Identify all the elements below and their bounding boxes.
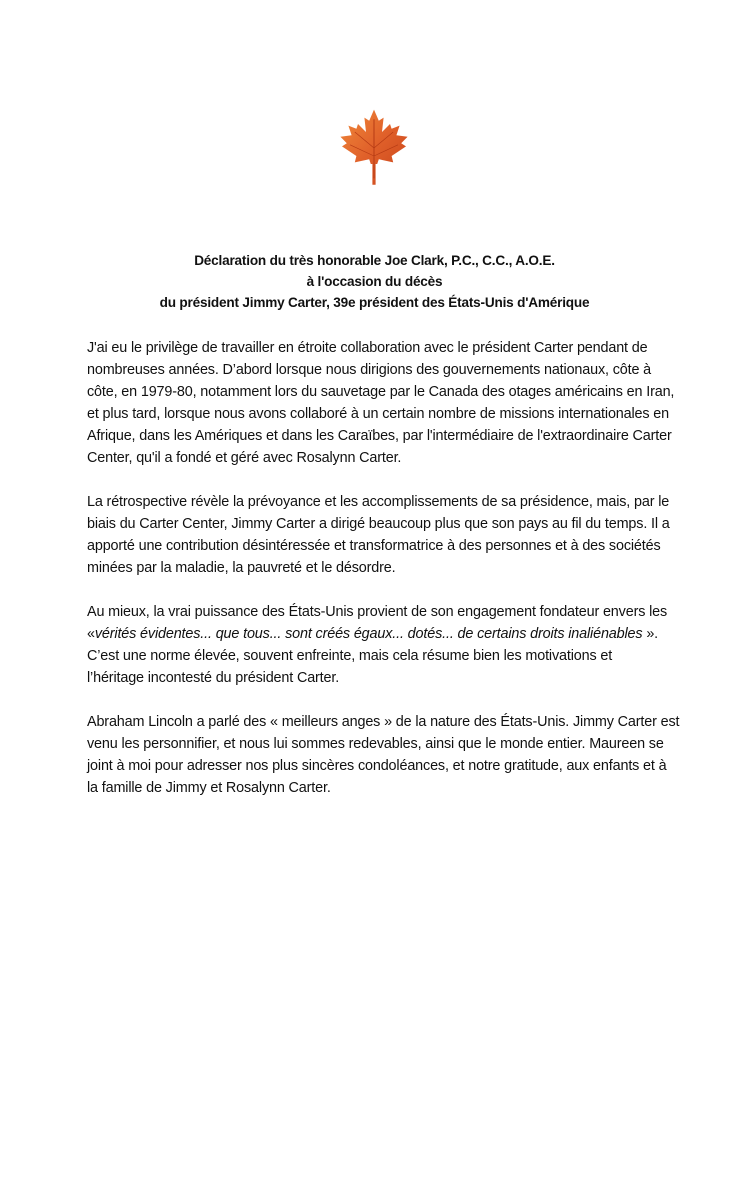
declaration-title [0,250,749,313]
paragraph-line: minées par la maladie, la pauvreté et le désordre. [87,560,396,576]
paragraph-line: joint à moi pour adresser nos plus sincères condoléances, et notre gratitude, aux enfants et à [87,758,667,774]
paragraph-line: J'ai eu le privilège de travailler en étroite collaboration avec le président Carter pendant de [87,340,648,356]
title-line-2: à l'occasion du décès [306,274,443,289]
paragraph-line: Center, qu'il a fondé et géré avec Rosalynn Carter. [87,450,402,466]
paragraph-line: C’est une norme élevée, souvent enfreinte, mais cela résume bien les motivations et [87,648,613,664]
paragraph-line: et plus tard, lorsque nous avons collaboré à un certain nombre de missions internationales en [87,406,670,422]
paragraph-line: Au mieux, la vrai puissance des États-Unis provient de son engagement fondateur envers les [87,604,668,620]
paragraph-line: Abraham Lincoln a parlé des « meilleurs anges » de la nature des États-Unis. Jimmy Carter est [87,714,680,730]
paragraph-line-quote [87,623,667,645]
maple-leaf-icon [333,108,415,188]
paragraph-line: venu les personnifier, et nous lui sommes redevables, ainsi que le monde entier. Maureen se [87,736,664,752]
paragraph-line: l’héritage incontesté du président Carter. [87,670,340,686]
quoted-declaration: vérités évidentes... que tous... sont créés égaux... dotés... de certains droits inaliénables [94,626,643,642]
paragraph-line: nombreuses années. D’abord lorsque nous dirigions des gouvernements nationaux, côte à [87,362,652,378]
paragraph-line: la famille de Jimmy et Rosalynn Carter. [87,780,331,796]
maple-leaf-graphic [333,108,415,188]
paragraph-2 [87,491,670,579]
title-line-1: Déclaration du très honorable Joe Clark, P.C., C.C., A.O.E. [194,253,555,268]
paragraph-line: côte, en 1979-80, notamment lors du sauvetage par le Canada des otages américains en Iran, [87,384,675,400]
paragraph-line: biais du Carter Center, Jimmy Carter a dirigé beaucoup plus que son pays au fil du temps. Il a [87,516,670,532]
title-line-3: du président Jimmy Carter, 39e président des États-Unis d'Amérique [159,295,590,310]
paragraph-line: apporté une contribution désintéressée et transformatrice à des personnes et à des sociétés [87,538,661,554]
paragraph-1 [87,337,675,469]
quote-close-mark: ». [642,626,659,642]
quote-open-mark: « [87,626,95,642]
paragraph-3 [87,601,667,689]
paragraph-4 [87,711,680,799]
paragraph-line: Afrique, dans les Amériques et dans les Caraïbes, par l'intermédiaire de l'extraordinaire Carter [87,428,672,444]
paragraph-line: La rétrospective révèle la prévoyance et les accomplissements de sa présidence, mais, par le [87,494,670,510]
statement-body [87,337,680,821]
